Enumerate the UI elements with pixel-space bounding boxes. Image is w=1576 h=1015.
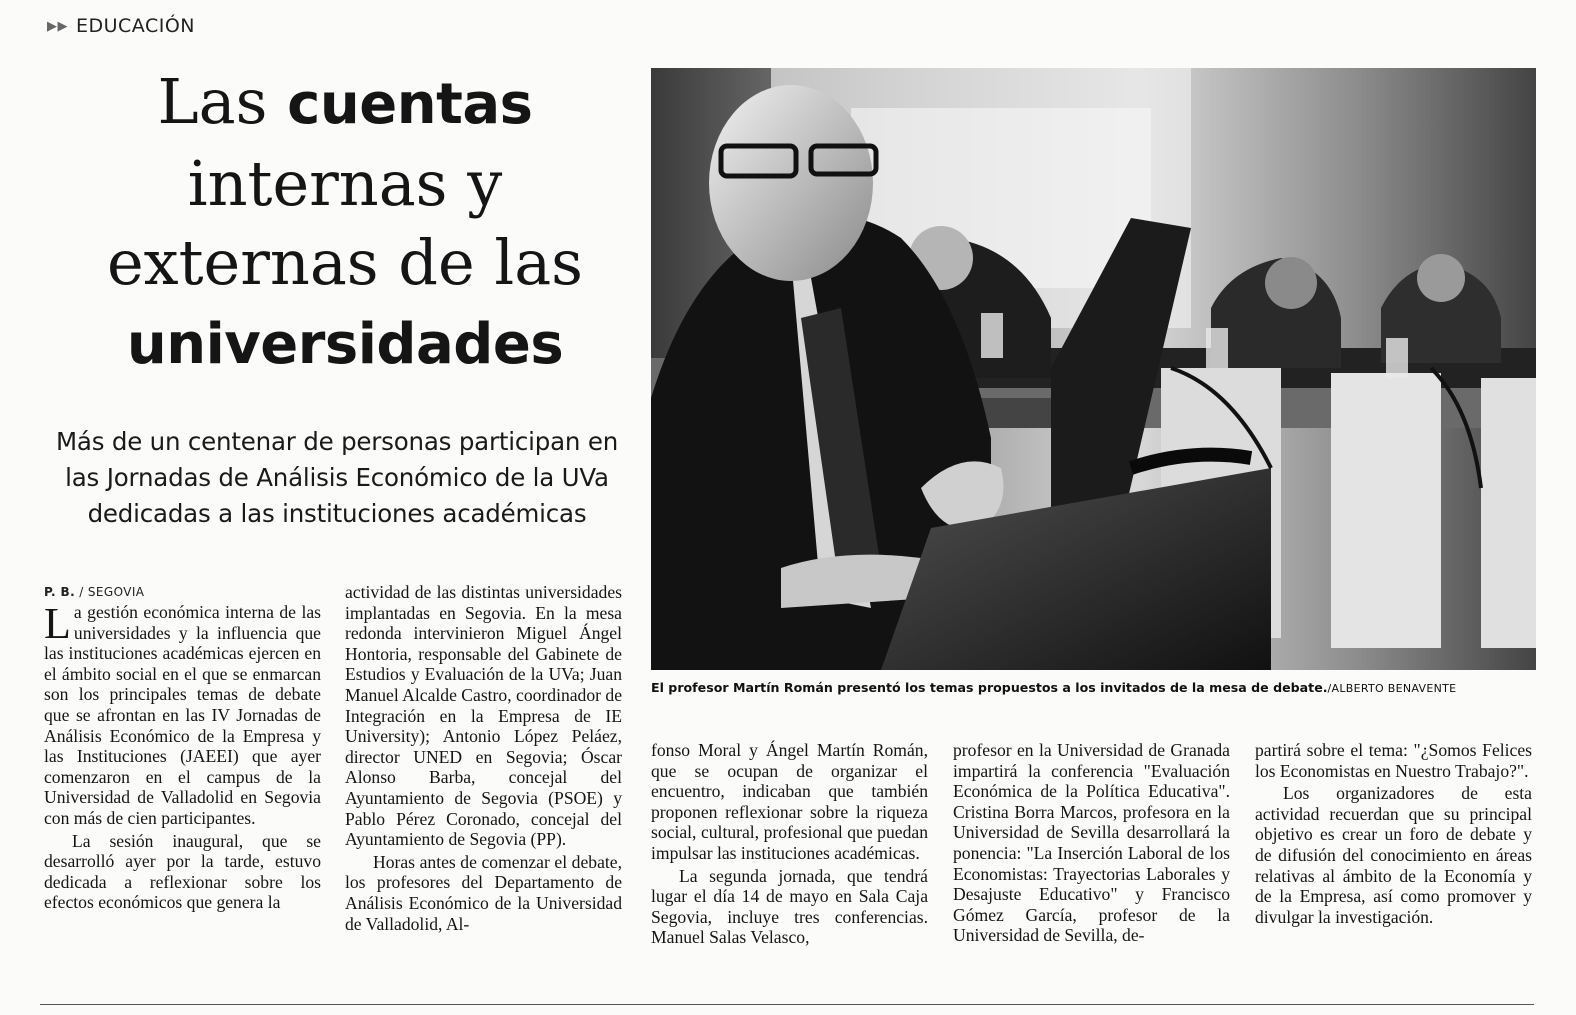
byline-author: P. B. [44, 585, 76, 599]
body-paragraph: profesor en la Universidad de Granada impartirá la conferencia "Evaluación Económica de la Política Educativa". Cristina Borra Marcos, profesora en la Universidad de Sevilla desarrollará la ponencia: "La Inserción Laboral de los Economistas: Trayectorias Laborales y Desajuste Educativo" y Francisco Gómez García, profesor de la Universidad de Sevilla, de- [953, 740, 1230, 946]
dropcap: L [44, 599, 71, 648]
body-column-5 [1255, 740, 1532, 927]
headline-line-4 [60, 302, 630, 384]
body-paragraph: La sesión inaugural, que se desarrolló ayer por la tarde, estuvo dedicada a reflexionar sobre los efectos económicos que genera la [44, 830, 321, 913]
headline-word: Las [157, 65, 288, 138]
headline-bold-word-2: universidades [126, 312, 564, 377]
body-paragraph: Los organizadores de esta actividad recuerdan que su principal objetivo es crear un foro de debate y de difusión del conocimiento en áreas relativas al ámbito de la Economía y de la Empresa, así como promover y divulgar la investigación. [1255, 783, 1532, 927]
headline-bold-word: cuentas [287, 72, 533, 137]
headline [60, 62, 630, 384]
bottom-rule [40, 1004, 1534, 1005]
section-label [47, 14, 195, 38]
body-column-2 [345, 582, 622, 934]
section-title: EDUCACIÓN [76, 15, 196, 37]
body-paragraph: La segunda jornada, que tendrá lugar el día 14 de mayo en Sala Caja Segovia, incluye tres conferencias. Manuel Salas Velasco, [651, 865, 928, 948]
speaker-at-lectern-photo [651, 68, 1536, 670]
body-column-3 [651, 740, 928, 948]
body-paragraph: Horas antes de comenzar el debate, los profesores del Departamento de Análisis Económico de la Universidad de Valladolid, Al- [345, 851, 622, 934]
body-paragraph: fonso Moral y Ángel Martín Román, que se ocupan de organizar el encuentro, indicaban que también proponen reflexionar sobre la riqueza social, cultural, profesional que puedan impulsar las instituciones académicas. [651, 740, 928, 863]
body-paragraph: actividad de las distintas universidades implantadas en Segovia. En la mesa redonda intervinieron Miguel Ángel Hontoria, responsable del Gabinete de Estudios y Evaluación de la UVa; Juan Manuel Alcalde Castro, coordinador de Integración en la Empresa de IE University); Antonio López Peláez, director UNED en Segovia; Óscar Alonso Barba, concejal del Ayuntamiento de Segovia (PSOE) y Pablo Pérez Coronado, concejal del Ayuntamiento de Segovia (PP). [345, 582, 623, 850]
headline-line-3: externas de las [106, 226, 584, 299]
headline-line-1 [60, 62, 630, 144]
body-column-1 [44, 582, 321, 913]
body-column-4 [953, 740, 1230, 946]
byline [44, 582, 321, 602]
deck-subheadline: Más de un centenar de personas participan en las Jornadas de Análisis Económico de la UVa dedicadas a las instituciones académicas [55, 427, 619, 528]
article-photo [651, 68, 1536, 670]
body-paragraph: partirá sobre el tema: "¿Somos Felices los Economistas en Nuestro Trabajo?". [1255, 740, 1532, 781]
section-arrow-icon: ▶▶ [47, 18, 68, 34]
body-paragraph [44, 599, 321, 829]
photo-credit: /ALBERTO BENAVENTE [1327, 682, 1457, 695]
caption-text: El profesor Martín Román presentó los temas propuestos a los invitados de la mesa de debate. [651, 680, 1328, 695]
byline-place: / SEGOVIA [75, 585, 145, 599]
body-text: a gestión económica interna de las universidades y la influencia que las instituciones académicas ejercen en el ámbito social en el que se enmarcan son los principales temas de debate que se afrontan en las IV Jornadas de Análisis Económico de la Empresa y las Instituciones (JAEEI) que ayer comenzaron en el campus de la Universidad de Valladolid en Segovia con más de cien participantes. [44, 602, 321, 828]
photo-caption [651, 677, 1536, 700]
headline-line-2: internas y [187, 147, 503, 220]
